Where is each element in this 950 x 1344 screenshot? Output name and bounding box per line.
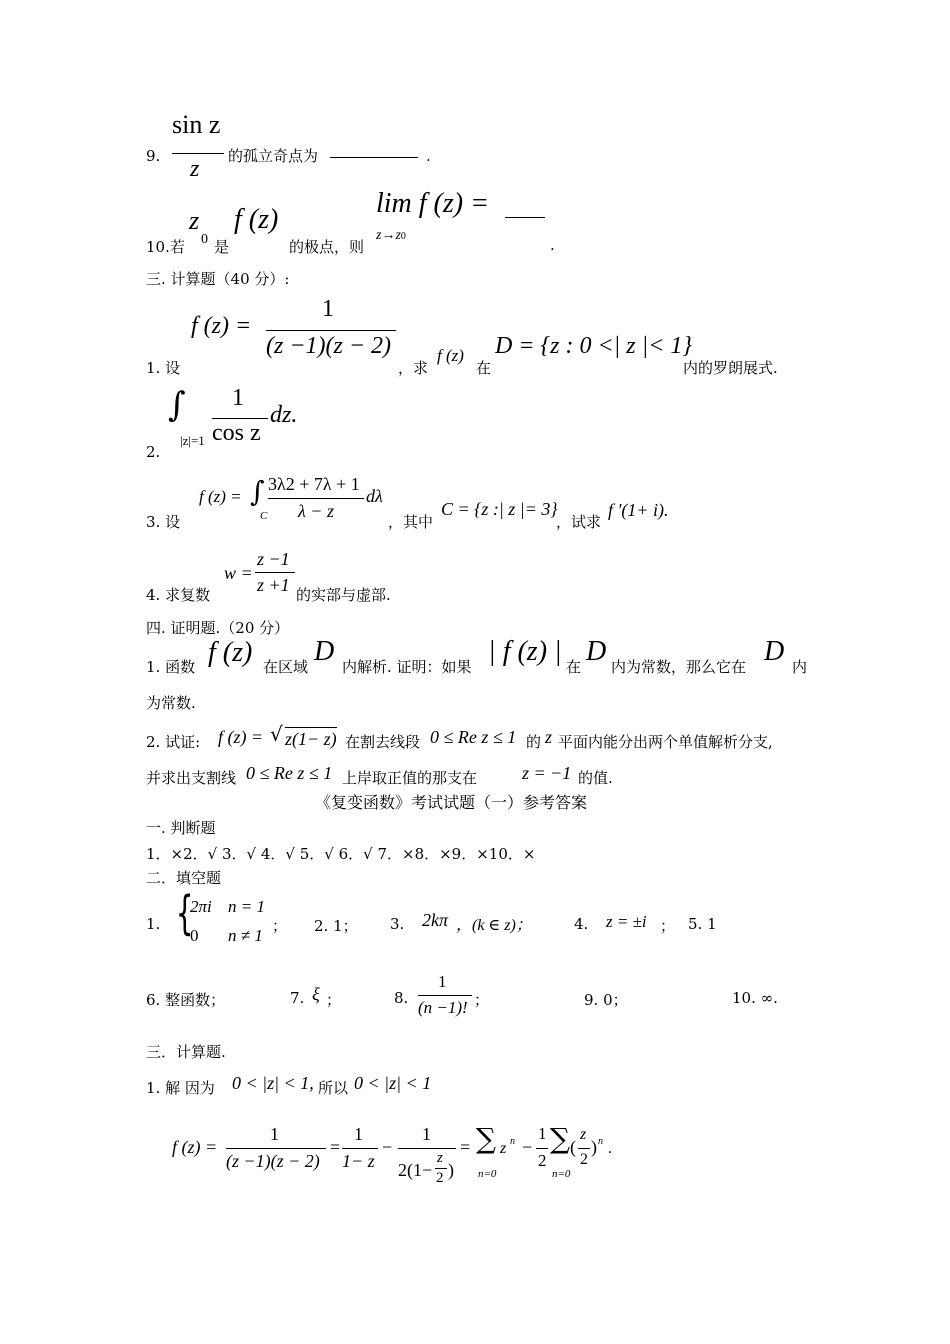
q9-sin-z: sin z <box>172 110 221 139</box>
p2-line2c: 的值. <box>578 769 613 787</box>
c3-mid: ，其中 <box>388 513 434 531</box>
section3-heading: 三. 计算题（40 分）: <box>146 270 290 288</box>
q9-text: 的孤立奇点为 <box>228 147 319 165</box>
eq-lhs: f (z) = <box>172 1137 218 1157</box>
p2-zval: z = −1 <box>522 763 572 783</box>
f8-frac-num: 1 <box>438 972 447 991</box>
f8-end: ； <box>474 991 490 1009</box>
eq-f3-den-zd: 2 <box>436 1170 444 1186</box>
q10-z0-sub: 0 <box>201 232 208 247</box>
answers-judge: 1．×2．√ 3．√ 4．√ 5．√ 6．√ 7．×8．×9．×10．× <box>146 845 536 863</box>
c3-dlambda: dλ <box>366 486 383 506</box>
q10-lim-blank <box>505 217 545 218</box>
p1-d: 在 <box>566 658 582 676</box>
f10: 10. ∞. <box>732 989 778 1007</box>
eq-f3-num: 1 <box>422 1124 431 1144</box>
c3-lhs: f (z) = <box>199 487 242 506</box>
f8-number: 8. <box>394 989 409 1007</box>
c3-int-sub: C <box>260 510 268 522</box>
f2: 2. 1； <box>314 917 358 935</box>
eq-eq: = <box>330 1137 341 1157</box>
c1-number: 1. 设 <box>146 359 181 377</box>
c1-frac-bar <box>266 330 396 331</box>
p1-c: 内解析. 证明：如果 <box>342 658 472 676</box>
p2-line2a: 并求出支割线 <box>146 769 237 787</box>
half-num: 1 <box>538 1124 547 1143</box>
f7-val: ξ <box>312 984 320 1004</box>
c4-frac-num: z −1 <box>257 549 290 569</box>
q9-fraction-bar <box>172 153 224 154</box>
eq-f1-den: (z −1)(z − 2) <box>226 1151 320 1171</box>
p1-a: 1. 函数 <box>146 658 196 676</box>
eq-f3-den-zbar <box>435 1168 447 1169</box>
f1-case2-a: 0 <box>190 926 199 945</box>
p1-D1: D <box>314 636 335 667</box>
q10-lim-sub: z→z0 <box>376 228 406 243</box>
p1-D2: D <box>586 636 607 667</box>
sum2-zd: 2 <box>580 1151 588 1168</box>
half-bar <box>536 1148 548 1149</box>
p1-e: 内为常数，那么它在 <box>611 658 747 676</box>
eq-f3-den-zn: z <box>437 1150 443 1166</box>
f7-end: ； <box>326 991 342 1009</box>
eq-end: . <box>608 1140 612 1157</box>
p2-seg2: 0 ≤ Re z ≤ 1 <box>246 763 333 783</box>
q9-number: 9. <box>146 147 161 165</box>
eq-eq2: = <box>460 1137 471 1157</box>
eq-minus2: − <box>522 1137 533 1157</box>
q10-shi: 是 <box>214 238 230 256</box>
f5: 5. 1 <box>688 915 717 933</box>
q9-period: . <box>426 147 431 165</box>
sol1-a: 1. 解 因为 <box>146 1079 215 1097</box>
answers-section1: 一. 判断题 <box>146 819 216 837</box>
c2-frac-den: cos z <box>212 420 261 446</box>
c3-number: 3. 设 <box>146 513 181 531</box>
p1-fz: f (z) <box>208 637 253 668</box>
sum1-sigma: ∑ <box>476 1122 496 1155</box>
c3-frac-den: λ − z <box>298 501 334 521</box>
c2-frac-bar <box>212 418 268 419</box>
c2-dz: dz. <box>270 402 298 428</box>
q10-lim: lim f (z) = <box>376 188 489 219</box>
eq-f1-bar <box>226 1148 326 1149</box>
q10-z0: z <box>189 206 200 235</box>
q10-fz: f (z) <box>234 204 279 235</box>
sum2-sub: n=0 <box>552 1168 571 1180</box>
eq-f2-num: 1 <box>354 1124 363 1144</box>
p2-sqrt: √ <box>270 722 283 746</box>
f9: 9. 0； <box>584 991 628 1009</box>
p2-fdef: f (z) = <box>218 727 264 747</box>
f7-number: 7. <box>290 989 305 1007</box>
c1-end: 内的罗朗展式. <box>683 359 778 377</box>
eq-f1-num: 1 <box>270 1124 279 1144</box>
eq-f3-den-b: ) <box>448 1160 454 1180</box>
sol1-b: 所以 <box>318 1079 349 1097</box>
f6: 6. 整函数； <box>146 991 226 1009</box>
f1-end: ； <box>272 917 288 935</box>
p1-line2: 为常数. <box>146 694 196 712</box>
c1-zai: 在 <box>476 359 492 377</box>
eq-f2-bar <box>342 1148 378 1149</box>
half-den: 2 <box>538 1151 547 1170</box>
f3-cond: ，(k ∈ z)； <box>456 917 532 934</box>
f4-val: z = ±i <box>606 912 647 931</box>
sum2-zbar <box>578 1148 590 1149</box>
f1-case2-b: n ≠ 1 <box>228 926 263 945</box>
q10-period: . <box>550 236 555 254</box>
q10-text: 的极点，则 <box>289 238 365 256</box>
p1-D3: D <box>764 636 785 667</box>
p2-line2b: 上岸取正值的那支在 <box>342 769 478 787</box>
sum1-pow: n <box>510 1136 515 1147</box>
p2-seg: 0 ≤ Re z ≤ 1 <box>430 727 517 747</box>
f3-val: 2kπ <box>422 910 449 930</box>
f4-end: ； <box>660 917 676 935</box>
eq-f3-den-a: 2(1− <box>398 1160 433 1180</box>
c2-integral: ∫ <box>168 385 186 425</box>
c4-frac-den: z +1 <box>257 575 290 595</box>
c1-mid: ，求 <box>398 359 429 377</box>
c4-end: 的实部与虚部. <box>296 586 391 604</box>
f1-case1-b: n = 1 <box>228 897 265 916</box>
p2-b: 在割去线段 <box>345 733 421 751</box>
p1-b: 在区域 <box>263 658 309 676</box>
c3-integral: ∫ <box>250 475 265 508</box>
sol1-ineq2: 0 < |z| < 1 <box>354 1073 432 1093</box>
p2-sqrt-inner: z(1− z) <box>285 729 337 749</box>
c3-frac-num: 3λ2 + 7λ + 1 <box>268 474 360 494</box>
eq-f3-bar <box>398 1148 456 1149</box>
c1-frac-den: (z −1)(z − 2) <box>266 333 392 359</box>
c1-fz: f (z) <box>437 346 464 365</box>
answers-title: 《复变函数》考试试题（一）参考答案 <box>315 793 588 812</box>
sol1-ineq: 0 < |z| < 1, <box>232 1073 314 1093</box>
c4-frac-bar <box>255 572 295 573</box>
sum2-sigma: ∑ <box>550 1122 570 1155</box>
c1-frac-num: 1 <box>322 296 334 322</box>
c4-lhs: w = <box>224 563 253 583</box>
c1-lhs: f (z) = <box>191 313 252 339</box>
f1-case1-a: 2πi <box>190 897 212 916</box>
c4-number: 4. 求复数 <box>146 586 211 604</box>
f4-number: 4. <box>574 915 589 933</box>
sum2-zn: z <box>580 1126 587 1143</box>
p2-a: 2. 试证: <box>146 733 201 751</box>
c3-mid2: ，试求 <box>556 513 602 531</box>
c3-fprime: f '(1+ i). <box>608 500 669 520</box>
section4-heading: 四. 证明题.（20 分） <box>146 619 290 637</box>
sum2-rparen: ) <box>591 1137 597 1157</box>
c2-frac-num: 1 <box>232 385 244 411</box>
q9-blank <box>330 157 418 158</box>
c3-cset: C = {z :| z |= 3} <box>441 499 558 519</box>
c2-int-sub: |z|=1 <box>180 433 205 448</box>
f1-number: 1. <box>146 915 161 933</box>
p1-absf: | f (z) | <box>488 636 562 667</box>
c1-domain: D = {z : 0 <| z |< 1} <box>495 333 692 359</box>
sum2-lparen: ( <box>570 1137 576 1157</box>
q9-denominator: z <box>190 156 200 182</box>
f1-brace: { <box>175 886 194 940</box>
p2-z: z <box>545 727 553 747</box>
sum1-term: z <box>500 1140 507 1157</box>
p2-c: 的 <box>526 733 542 751</box>
f8-frac-den: (n −1)! <box>418 998 468 1017</box>
answers-section2: 二．填空题 <box>146 869 222 887</box>
q10-number: 10.若 <box>146 238 185 256</box>
sum1-sub: n=0 <box>478 1168 497 1180</box>
c2-number: 2. <box>146 443 161 461</box>
eq-f2-den: 1− z <box>342 1151 375 1171</box>
answers-section3: 三．计算题. <box>146 1043 226 1061</box>
eq-minus: − <box>382 1137 393 1157</box>
f8-frac-bar <box>418 995 472 996</box>
sum2-pow: n <box>598 1136 603 1147</box>
f3-number: 3. <box>390 915 405 933</box>
p2-d: 平面内能分出两个单值解析分支, <box>558 733 773 751</box>
p1-f: 内 <box>792 658 808 676</box>
c3-frac-bar <box>268 498 364 499</box>
